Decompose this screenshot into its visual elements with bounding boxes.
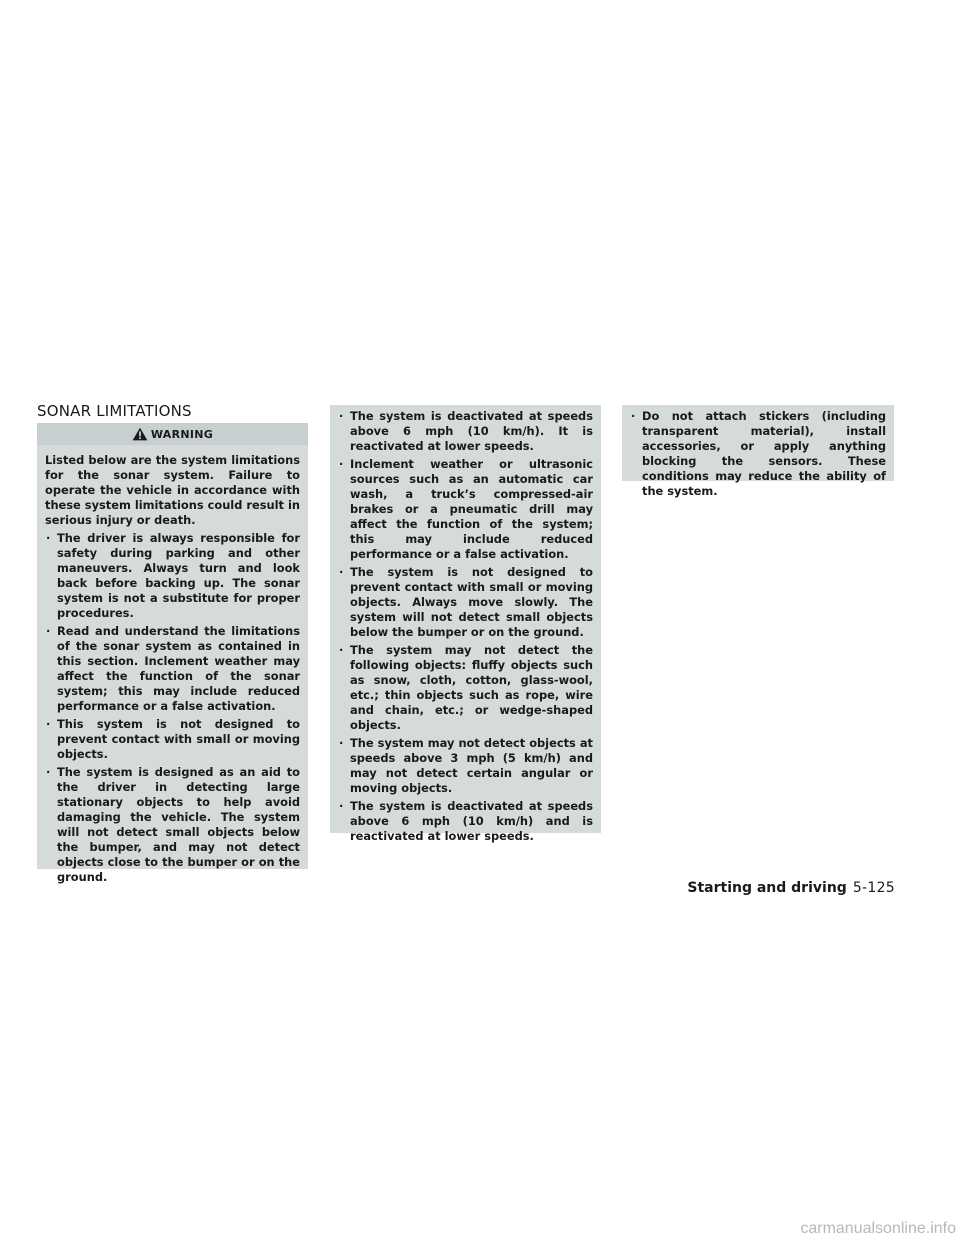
list-item: · The system is designed as an aid to the driver in detecting large stationary objects to help avoid damaging the vehicle. The system will not detect small objects below the bumper, and may not detect objects close to the bumper or on the ground. [46, 765, 300, 884]
warning-panel-column-2 [330, 405, 601, 843]
list-item: · This system is not designed to prevent contact with small or moving objects. [46, 717, 300, 761]
warning-list-3 [630, 409, 886, 499]
list-item: · Read and understand the limitations of the sonar system as contained in this section. Inclement weather may affect the function of the sonar system; this may include reduced performance or a false activation. [46, 624, 300, 713]
page-footer [687, 880, 895, 896]
list-item: · The system is not designed to prevent contact with small or moving objects. Always move slowly. The system will not detect small objects below the bumper or on the ground. [339, 565, 593, 639]
section-title: SONAR LIMITATIONS [37, 402, 192, 420]
warning-panel-column-1 [37, 423, 308, 884]
warning-panel-column-3 [622, 405, 894, 498]
list-item: · The system is deactivated at speeds above 6 mph (10 km/h) and is reactivated at lower speeds. [339, 799, 593, 843]
list-item: · The system may not detect the following objects: fluffy objects such as snow, cloth, cotton, glass-wool, etc.; thin objects such as rope, wire and chain, etc.; or wedge-shaped objects. [339, 643, 593, 732]
warning-header [37, 423, 308, 445]
chapter-title: Starting and driving [687, 880, 847, 896]
warning-label: WARNING [150, 427, 214, 441]
warning-intro: Listed below are the system limitations for the sonar system. Failure to operate the vehicle in accordance with these system limitations could result in serious injury or death. [45, 453, 300, 527]
list-item: · Inclement weather or ultrasonic sources such as an automatic car wash, a truck’s compressed-air brakes or a pneumatic drill may affect the function of the system; this may include reduced performance or a false activation. [339, 457, 593, 561]
page-number: 5-125 [852, 880, 895, 896]
warning-triangle-icon [132, 427, 148, 441]
warning-list-2 [338, 409, 593, 844]
list-item: · The system is deactivated at speeds above 6 mph (10 km/h). It is reactivated at lower speeds. [339, 409, 593, 453]
list-item: · The system may not detect objects at speeds above 3 mph (5 km/h) and may not detect certain angular or moving objects. [339, 736, 593, 795]
list-item: · The driver is always responsible for safety during parking and other maneuvers. Always turn and look back before backing up. The sonar system is not a substitute for proper procedures. [46, 531, 300, 620]
warning-list-1 [45, 531, 300, 885]
watermark: carmanualsonline.info [800, 1220, 956, 1237]
list-item: · Do not attach stickers (including transparent material), install accessories, or apply anything blocking the sensors. These conditions may reduce the ability of the system. [631, 409, 886, 498]
